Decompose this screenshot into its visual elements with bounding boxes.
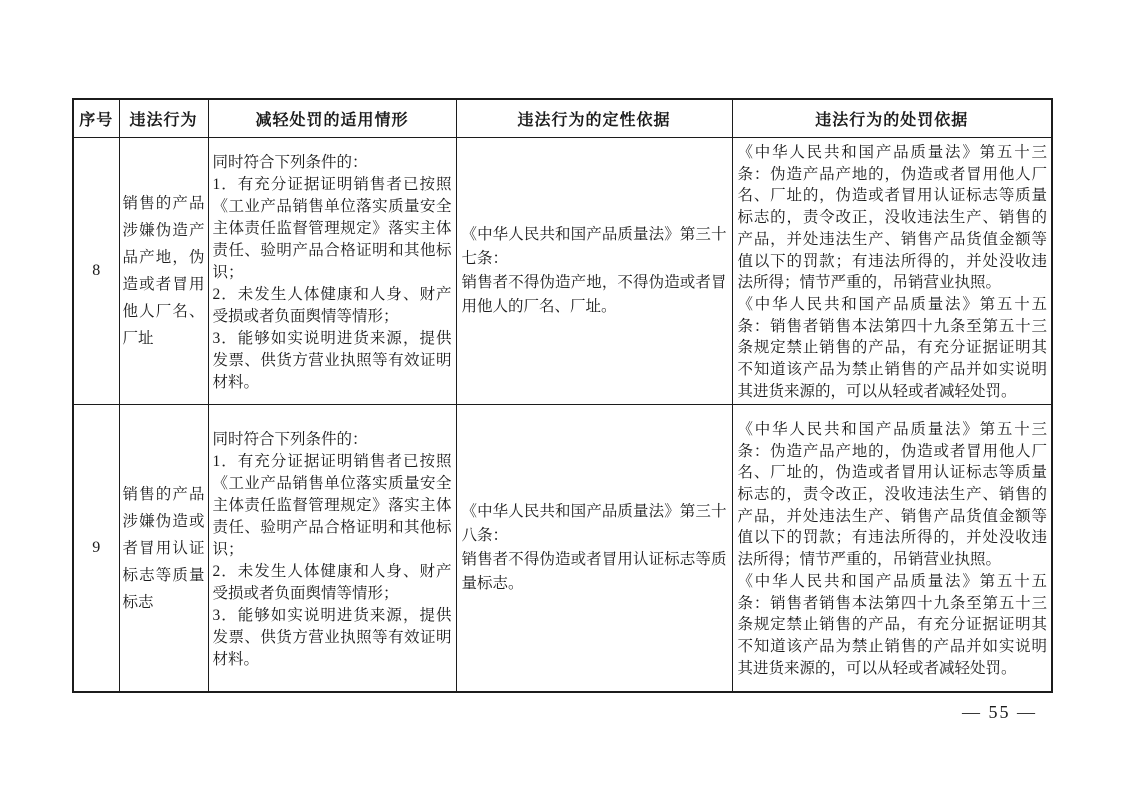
row8-punishment-clause-1: 《中华人民共和国产品质量法》第五十三条：伪造产品产地的，伪造或者冒用他人厂名、厂址的，伪造或者冒用认证标志等质量标志的，责令改正，没收违法生产、销售的产品，并处违法生产、销售产品货值金额等值以下的罚款；有违法所得的，并处没收违法所得；情节严重的，吊销营业执照。 [737, 144, 1047, 292]
row8-punishment-clause-2: 《中华人民共和国产品质量法》第五十五条：销售者销售本法第四十九条至第五十三条规定禁止销售的产品，有充分证据证明其不知道该产品为禁止销售的产品并如实说明其进货来源的，可以从轻或者减轻处罚。 [737, 295, 1047, 400]
page-number: — 55 — [962, 702, 1037, 722]
row9-punishment-clause-1: 《中华人民共和国产品质量法》第五十三条：伪造产品产地的，伪造或者冒用他人厂名、厂址的，伪造或者冒用认证标志等质量标志的，责令改正，没收违法生产、销售的产品，并处违法生产、销售产品货值金额等值以下的罚款；有违法所得的，并处没收违法所得；情节严重的，吊销营业执照。 [737, 420, 1047, 569]
row8-illegal-act: 销售的产品涉嫌伪造产品产地，伪造或者冒用他人厂名、厂址 [119, 138, 208, 405]
row8-serial-number: 8 [73, 138, 119, 405]
header-punishment-basis: 违法行为的处罚依据 [732, 99, 1052, 138]
header-mitigation-circumstances: 减轻处罚的适用情形 [208, 99, 456, 138]
row8-mitigation-item-2: 2．未发生人体健康和人身、财产受损或者负面舆情等情形； [212, 285, 452, 325]
header-qualitative-basis: 违法行为的定性依据 [456, 99, 732, 138]
header-serial-number: 序号 [73, 99, 119, 138]
row8-mitigation-item-1: 1．有充分证据证明销售者已按照《工业产品销售单位落实质量安全主体责任监督管理规定》落实主体责任、验明产品合格证明和其他标识； [212, 175, 452, 281]
row8-qualitative-text: 销售者不得伪造产地，不得伪造或者冒用他人的厂名、厂址。 [461, 274, 727, 316]
row9-punishment-clause-2: 《中华人民共和国产品质量法》第五十五条：销售者销售本法第四十九条至第五十三条规定禁止销售的产品，有充分证据证明其不知道该产品为禁止销售的产品并如实说明其进货来源的，可以从轻或者减轻处罚。 [737, 572, 1047, 677]
row8-qualitative-cite: 《中华人民共和国产品质量法》第三十七条： [461, 226, 727, 268]
row8-mitigation-item-3: 3．能够如实说明进货来源，提供发票、供货方营业执照等有效证明材料。 [212, 329, 452, 391]
row8-punishment-cell [732, 138, 1052, 405]
table-header-row [73, 99, 1052, 138]
row9-qualitative-cite: 《中华人民共和国产品质量法》第三十八条： [461, 503, 727, 545]
row9-qualitative-cell [456, 405, 732, 692]
row8-mitigation-intro: 同时符合下列条件的： [212, 153, 368, 171]
row9-mitigation-item-1: 1．有充分证据证明销售者已按照《工业产品销售单位落实质量安全主体责任监督管理规定》落实主体责任、验明产品合格证明和其他标识； [212, 452, 452, 558]
row9-punishment-cell [732, 405, 1052, 692]
row9-mitigation-intro: 同时符合下列条件的： [212, 430, 368, 448]
row8-mitigation-cell [208, 138, 456, 405]
table-row [73, 138, 1052, 405]
row8-qualitative-cell [456, 138, 732, 405]
row9-mitigation-item-3: 3．能够如实说明进货来源，提供发票、供货方营业执照等有效证明材料。 [212, 606, 452, 668]
row9-serial-number: 9 [73, 405, 119, 692]
row9-mitigation-cell [208, 405, 456, 692]
header-illegal-act: 违法行为 [119, 99, 208, 138]
row9-qualitative-text: 销售者不得伪造或者冒用认证标志等质量标志。 [461, 551, 727, 593]
violation-punishment-table [72, 98, 1053, 693]
table-row [73, 405, 1052, 692]
row9-illegal-act: 销售的产品涉嫌伪造或者冒用认证标志等质量标志 [119, 405, 208, 692]
row9-mitigation-item-2: 2．未发生人体健康和人身、财产受损或者负面舆情等情形； [212, 562, 452, 602]
